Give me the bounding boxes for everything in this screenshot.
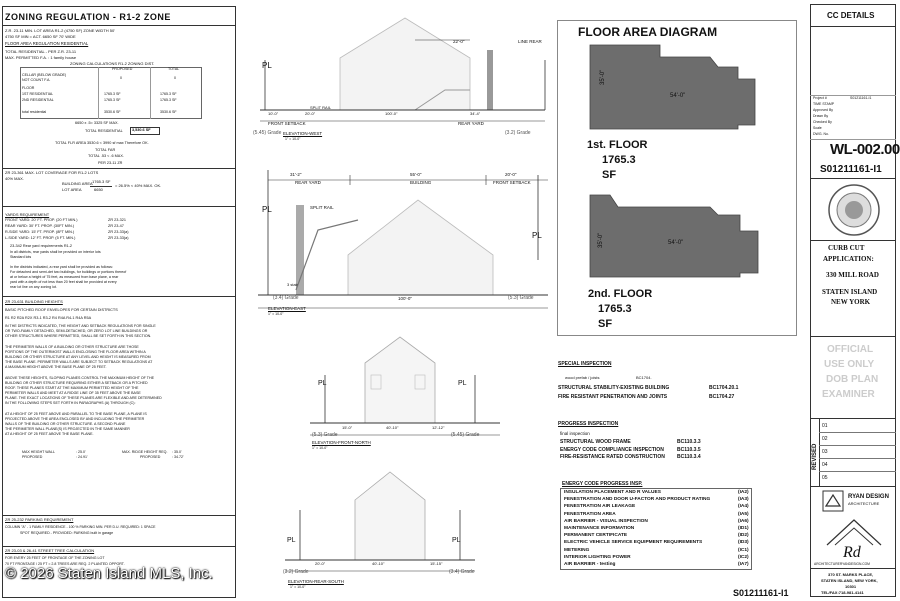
site-city: STATEN ISLAND [822,288,878,296]
special-row1-code: BC1704. [636,375,652,380]
tree-p2: 70 FT FRONTAGE / 25 FT = 2.8 TREES ARE REQ. 2 PLANTED OPPORT. [5,562,125,566]
rear-yard-zr: ZR 23-47 [108,224,124,228]
heights-p18: THE PERIMETER WALL PLANE(S) IS PROJECTED IN THE SAME MANNER [5,427,130,431]
row-2nd: 2ND RESIDENTIAL [22,98,54,102]
east-split-rail: SPLIT RAIL [310,205,334,210]
east-building: BUILDING [410,180,432,185]
heights-p2: OR TWO-FAMILY DETACHED, SEMI-DETACHED, OR ZERO LOT LINE BUILDINGS OR [5,329,148,333]
row-1st-total: 1765.3 SF [160,92,177,96]
second-floor-value: 1765.3 [598,303,632,315]
approved-label: Approved By [813,108,834,112]
east-title: ELEVATION-EAST [268,306,306,311]
special-inspection-title: SPECIAL INSPECTION [558,361,612,367]
east-front-setback: FRONT SETBACK [493,180,531,185]
energy-row-label: FENESTRATION AREA [564,511,616,517]
row-1st: 1ST RESIDENTIAL [22,92,54,96]
row-1st-proposed: 1765.3 SF [104,92,121,96]
east-rear-yard: REAR YARD [295,180,321,185]
row-2nd-proposed: 1765.3 SF [104,98,121,102]
sheet-id: S01211161-I1 [733,588,789,598]
energy-row-label: AIR BARRIER - testing [564,562,616,567]
south-pl-right: PL [452,537,461,544]
floor-area-title: FLOOR AREA DIAGRAM [578,25,718,39]
energy-row-label: INSULATION PLACEMENT AND R VALUES [564,490,661,495]
firm-addr-1: 370 ST. MARKS PLACE, [828,572,874,577]
revision-row-divider [819,458,896,459]
energy-row-code: (IA3) [738,497,749,503]
firm-phone: TEL/FAX:718-981-4141 [821,590,864,595]
zr-line-2: 4750 SF MIN = ACT. 6650 SF 70' WIDE [5,34,76,39]
heights-p11: ROOF. THESE PLANES START AT THE MAXIMUM PERMITTED HEIGHT OF THE [5,386,139,390]
heights-p17: WALLS OF THE BUILDING OR OTHER STRUCTURE. A SECOND PLANE [5,422,126,426]
energy-row-code: (IA7) [738,562,749,567]
rside-yard-zr: ZR 23-33(a) [108,230,129,234]
east-grade-left: (3.4) Grade [273,295,299,301]
energy-row-code: (ID3) [738,540,749,546]
rev-03: 03 [822,449,828,455]
divider [2,168,236,169]
west-grade-right: (3.2) Grade [505,130,531,136]
col-proposed: PROPOSED [112,67,133,71]
first-floor-label: 1st. FLOOR [587,139,648,151]
parking-p1: COLUMN "A" - 1 FAMILY RESIDENCE - 100 % PARKING MIN. PER D.U. REQUIRED: 1 SPACE [5,525,156,529]
total-far-label: TOTAL FAR [95,148,116,152]
zoning-title: ZONING REGULATION - R1-2 ZONE [5,12,171,22]
special-row1-label: wood prefab / joists [565,375,600,380]
energy-row-code: (IA4) [738,504,749,510]
rev-01: 01 [822,423,828,429]
total-fa-line: TOTAL FLR AREA 3530.6 < 3990 sf max Therefore OK. [55,141,149,145]
heights-p8: A MAXIMUM HEIGHT ABOVE THE BASE PLANE OF 25 FEET. [5,365,107,369]
per-zr: PER 23-11 ZR [98,161,123,165]
revision-row-divider [819,471,896,472]
second-floor-unit: SF [598,318,613,330]
curb-cut-label: CURB CUT [828,244,865,252]
firm-logo-text: Rd [843,544,861,561]
heights-p19: AT A HEIGHT OF 25 FEET ABOVE THE BASE PLANE. [5,432,94,436]
south-scale: 1" = 10-0" [290,585,306,589]
energy-row-code: (IA2) [738,490,749,495]
lot-coverage-title: ZR 23-361 MAX. LOT COVERAGE FOR R1-2 LOTS [5,170,99,175]
zr-line-1: Z.R. 23-11 MIN. LOT AREA R1-2 (4750 SF) ZONE WIDTH 50' [5,28,115,33]
heights-p9: ABOVE THESE HEIGHTS, SLOPING PLANES CONTROL THE MAXIMUM HEIGHT OF THE [5,376,154,380]
lot-coverage-max: 40% MAX. [5,176,24,181]
firm-addr-3: 10301 [845,584,857,589]
tree-title: ZR 23-03 & 26-41 STREET TREE CALCULATION [5,548,95,553]
south-grade-right: (3.4) Grade [449,569,475,575]
rear-yard: REAR YARD: 30' FT. PROP. (30FT MIN.) [5,224,75,228]
divider [810,568,896,569]
revision-row-divider [819,445,896,446]
divider [810,139,896,140]
max-wall-proposed-value: : 24.91' [76,455,88,459]
mls-copyright: © 2026 Staten Island MLS, Inc. [5,565,213,582]
cc-details-header: CC DETAILS [827,11,875,20]
north-grade-right: (5.45) Grade [451,432,480,438]
first-floor-plan [590,45,765,135]
heights-p5: PORTIONS OF THE OUTERMOST WALLS ENCLOSING THE FLOOR AREA WITHIN A [5,350,146,354]
revised-label: REVISED [812,443,818,470]
divider [810,178,896,179]
max-permitted-fa: MAX. PERMITTED F.A. : 1 family house [5,55,77,60]
north-grade-left: (5.3) Grade [312,432,338,438]
front-yard-zr: ZR 23-321 [108,218,126,222]
second-floor-shape [590,195,758,277]
energy-row-code: (IA5) [738,511,749,517]
tree-p1: FOR EVERY 25 FEET OF FRONTAGE OF THE ZONING LOT [5,556,105,560]
second-floor-label: 2nd. FLOOR [588,288,653,300]
energy-row-code: (IA6) [738,518,749,524]
south-grade-left: (3.2) Grade [283,569,309,575]
heights-p4: THE PERIMETER WALLS OF A BUILDING OR OTHER STRUCTURE ARE THOSE [5,345,139,349]
rev-02: 02 [822,436,828,442]
divider [810,26,896,27]
heights-p6: BUILDING OR OTHER STRUCTURE AT ANY LEVEL AND HEIGHT IS MEASURED FROM [5,355,151,359]
elevation-south-drawing [280,470,480,575]
dwg-number: WL-002.00 [830,141,900,158]
progress-row1-code: BC110.3.3 [677,439,701,445]
east-pl-right: PL [532,231,542,240]
firm-addr-2: STATEN ISLAND, NEW YORK, [821,578,878,583]
west-pl: PL [262,61,272,70]
west-dim-3: 100'-0" [385,111,398,116]
rear-req-p3: In the districts indicated, a rear yard shall be provided as follows: [10,265,113,269]
energy-row-label: METERING [564,547,590,553]
east-pl-left: PL [262,205,272,214]
east-dim-3: 20'-0" [505,172,517,177]
watermark-1: OFFICIAL [827,344,874,355]
row-2nd-total: 1765.3 SF [160,98,177,102]
energy-row-label: AIR BARRIER - VISUAL INSPECTION [564,518,648,524]
row-total: total residential [22,110,47,114]
row-notcount: NOT COUNT F.A. [22,78,51,82]
north-dim-1: 15'-0" [342,425,353,430]
checked-label: Checked By [813,120,832,124]
west-dim-2: 20'-0" [305,111,316,116]
divider [810,240,896,241]
east-stair: 3 stair [287,282,298,287]
drawn-label: Drawn By [813,114,829,118]
north-pl-right: PL [458,380,467,387]
special-row3-label: FIRE RESISTANT PENETRATION AND JOINTS [558,394,668,400]
watermark-4: EXAMINER [822,389,875,400]
calc-col-divider [150,67,151,119]
west-front-setback: FRONT SETBACK [268,121,306,126]
west-dim-top: 22'-0" [453,39,465,44]
total-res-label: TOTAL RESIDENTIAL [85,129,123,133]
firm-url: ARCHITECTURERYANDESIGN.COM [814,562,870,566]
yards-title: YARDS REQUIREMENT [5,212,50,217]
progress-inspection-title: PROGRESS INSPECTION [558,421,619,427]
col-total: TOTAL [168,67,180,71]
first-floor-unit: SF [602,169,617,181]
firm-name: RYAN DESIGN [848,494,889,500]
west-rear-yard: REAR YARD [458,121,484,126]
north-dim-2: 40'-10" [386,425,399,430]
watermark-2: USE ONLY [824,359,875,370]
rear-req: 23-342 Rear yard requirements R1-2 [10,244,73,248]
south-dim-2: 40'-10" [372,561,385,566]
row-cellar: CELLAR (BELOW GRADE) [22,73,67,77]
east-dim-bottom: 100'-0" [398,296,412,301]
west-dim-1: 10'-0" [268,111,279,116]
lside-yard: L-SIDE YARD: 12' FT. PROP. (5 FT. MIN.) [5,236,76,240]
max-ridge-proposed-value: : 34.72' [172,455,184,459]
firm-sub: ARCHITECTURE [848,501,880,506]
divider [2,546,236,547]
scale-label: Scale [813,126,822,130]
divider [810,418,896,419]
revision-col-divider [819,418,820,486]
special-row2-label: STRUCTURAL STABILITY-EXISTING BUILDING [558,385,670,391]
max-wall-value: : 25.0' [76,450,86,454]
east-dim-1: 31'-2" [290,172,302,177]
first-floor-shape [590,45,755,129]
divider [2,296,236,297]
north-dim-3: 12'-12" [432,425,445,430]
energy-row-label: INTERIOR LIGHTING POWER [564,554,631,560]
coverage-formula: = 26.5% < 40% MAX. OK. [115,183,162,188]
site-address: 330 MILL ROAD [826,271,879,279]
heights-districts: R1 R2 R2A R2X R3-1 R3-2 R4 R4A R4-1 R4A R5A [5,316,92,320]
west-grade-left: (5.45) Grade [253,130,282,136]
divider [2,515,236,516]
heights-p14: IN THE FOLLOWING STEPS SET FORTH IN PARAGRAPHS (A) THROUGH (C): [5,401,136,405]
heights-sub: BASIC PITCHED ROOF ENVELOPES FOR CERTAIN DISTRICTS [5,308,118,312]
revision-row-divider [819,432,896,433]
building-area-label: BUILDING AREA [62,181,93,186]
time-label: TIME STAMP [813,102,835,106]
progress-row2-label: ENERGY CODE COMPLIANCE INSPECTION [560,447,664,453]
divider [810,95,896,96]
east-grade-right: (5.3) Grade [508,295,534,301]
row-cellar-total: 0 [174,76,176,80]
lot-area-label: LOT AREA [62,187,82,192]
north-pl-left: PL [318,380,327,387]
first-floor-dim-w: 54'-0" [670,93,686,99]
heights-p12: PERIMETER WALLS AND MEET AT A RIDGE LINE OF 35 FEET ABOVE THE BASE [5,391,141,395]
progress-sub: final inspection [560,431,590,436]
west-scale: 1" = 10-0" [285,137,301,141]
max-ridge-value: : 35.0' [172,450,182,454]
east-scale: 1" = 10-0" [268,312,284,316]
first-floor-dim-h: 35'-0" [600,69,606,85]
energy-row-label: ELECTRIC VEHICLE SERVICE EQUIPMENT REQUIREMENTS [564,540,703,546]
max-wall-label: MAX HEIGHT WALL [22,450,55,454]
south-pl-left: PL [287,537,296,544]
rear-req-p6: yard with a depth of not less than 20 feet shall be provided at every [10,280,117,284]
max-calc: 6650 x .5= 3325 SF MAX. [75,121,119,125]
second-floor-dim-h: 35'-0" [598,232,604,248]
progress-row2-code: BC110.3.5 [677,447,701,453]
heights-p13: PLANE. THE EXACT LOCATIONS OF THESE PLANES ARE FLEXIBLE AND ARE DETERMINED [5,396,162,400]
special-row2-code: BC1704.20.1 [709,385,739,391]
far-header: FLOOR AREA REGULATION RESIDENTIAL [5,41,89,46]
row-total-total: 3530.6 SF [160,110,177,114]
energy-row-code: (IC2) [738,554,749,560]
heights-p1: IN THE DISTRICTS INDICATED, THE HEIGHT AND SETBACK REGULATIONS FOR SINGLE [5,324,156,328]
heights-p3: OTHER STRUCTURES WHERE PERMITTED, SHALL BE SET FORTH IN THIS SECTION. [5,334,152,338]
calc-col-divider [98,67,99,119]
heights-p16: PROJECTED ABOVE THE AREA ENCLOSED BY AND INCLUDING THE PERIMETER [5,417,145,421]
second-floor-dim-w: 54'-0" [668,240,684,246]
divider [810,486,896,487]
row-floor: FLOOR [22,86,35,90]
calc-title: ZONING CALCULATIONS R1-2 ZONING DIST. [70,61,155,66]
energy-row-label: PERMANENT CERTIFICATE [564,533,628,539]
heights-title: ZR 23-631 BUILDING HEIGHTS [5,299,63,304]
watermark-3: DOB PLAN [826,374,879,385]
elevation-north-drawing [305,335,505,440]
rear-req-p1: In all districts, rear yards shall be provided on interior lots [10,250,101,254]
lside-yard-zr: ZR 23-33(a) [108,236,129,240]
max-ridge-proposed: PROPOSED [140,455,161,459]
site-state: NEW YORK [831,298,871,306]
building-area-value: 1765.3 SF [92,179,111,184]
divider [810,336,896,337]
west-split-rail: SPLIT RAIL [310,105,332,110]
heights-p7: THE BASE PLANE. PERIMETER WALLS ARE SUBJECT TO SETBACK REGULATIONS AT [5,360,153,364]
rev-04: 04 [822,462,828,468]
energy-row-label: FENESTRATION AIR LEAKAGE [564,504,636,510]
east-dim-2: 55'-0" [410,172,422,177]
job-number: S01211161-I1 [820,164,882,175]
max-wall-proposed: PROPOSED [22,455,43,459]
progress-row3-code: BC110.3.4 [677,454,701,460]
rear-req-p5: at or below a height of 75 feet, as measured from base plane, a rear [10,275,119,279]
heights-p15: AT A HEIGHT OF 25 FEET ABOVE AND PARALLEL TO THE BASE PLANE, A PLANE IS [5,412,147,416]
total-residential-rule: TOTAL RESIDENTIAL - PER Z.R. 23-11 [5,49,77,54]
energy-row-code: (ID1) [738,526,749,531]
progress-row1-label: STRUCTURAL WOOD FRAME [560,439,631,445]
south-dim-3: 15'-15" [430,561,443,566]
south-dim-1: 20'-0" [315,561,326,566]
row-cellar-proposed: 0 [120,76,122,80]
parking-p2: SPOT REQUIRED - PROVIDED: PARKING built in garage [20,531,114,535]
north-title: ELEVATION-FRONT-NORTH [312,440,371,445]
energy-row-label: MAINTENANCE INFORMATION [564,526,635,531]
max-ridge-label: MAX. RIDGE HEIGHT REQ. [122,450,168,454]
energy-row-code: (IC1) [738,547,749,553]
west-title: ELEVATION-WEST [283,131,323,136]
parking-title: ZR 25-232 PARKING REQUIREMENT [5,517,74,522]
heights-p10: BUILDING OR OTHER STRUCTURE REQUIRING EITHER A SETBACK OR A PITCHED [5,381,148,385]
lot-area-value: 6650 [94,187,103,192]
rside-yard: R-SIDE YARD: 15' FT. PROP. (8FT MIN.) [5,230,75,234]
first-floor-value: 1765.3 [602,154,636,166]
west-line-rear: LINE REAR [518,39,542,44]
energy-row-label: FENESTRATION AND DOOR U-FACTOR AND PRODUCT RATING [564,497,711,503]
project-value: S01211161-I1 [850,96,872,100]
project-label: Project # [813,96,827,100]
south-title: ELEVATION-REAR-SOUTH [288,579,344,584]
rear-req-p7: rear lot line on any zoning lot. [10,285,57,289]
row-total-proposed: 3530.6 SF [104,110,121,114]
engineer-seal-icon [824,183,884,238]
north-scale: 1" = 10-0" [312,446,328,450]
rear-req-p4: For detached and semi-det two buildings, for buildings or portions thereof [10,270,127,274]
total-res-value: 3,530.6 SF [132,128,151,132]
firm-logo-icon [822,490,844,512]
rear-req-p2: Standard lots [10,255,32,259]
energy-row-code: (ID2) [738,533,749,539]
divider [2,206,236,207]
west-dim-4: 34'-4" [470,111,481,116]
rev-05: 05 [822,475,828,481]
progress-row3-label: FIRE-RESISTANCE RATED CONSTRUCTION [560,454,665,460]
dwg-label: DWG. No. [813,132,829,136]
energy-code-title: ENERGY CODE PROGRESS INSP. [562,481,643,487]
front-yard: FRONT YARD: 20' FT. PROP. (20 FT MIN.) [5,218,78,222]
application-label: APPLICATION: [823,255,874,263]
divider [2,25,236,26]
special-row3-code: BC1704.27 [709,394,735,400]
total-far-value: TOTAL .53 < .6 MAX. [88,154,124,158]
